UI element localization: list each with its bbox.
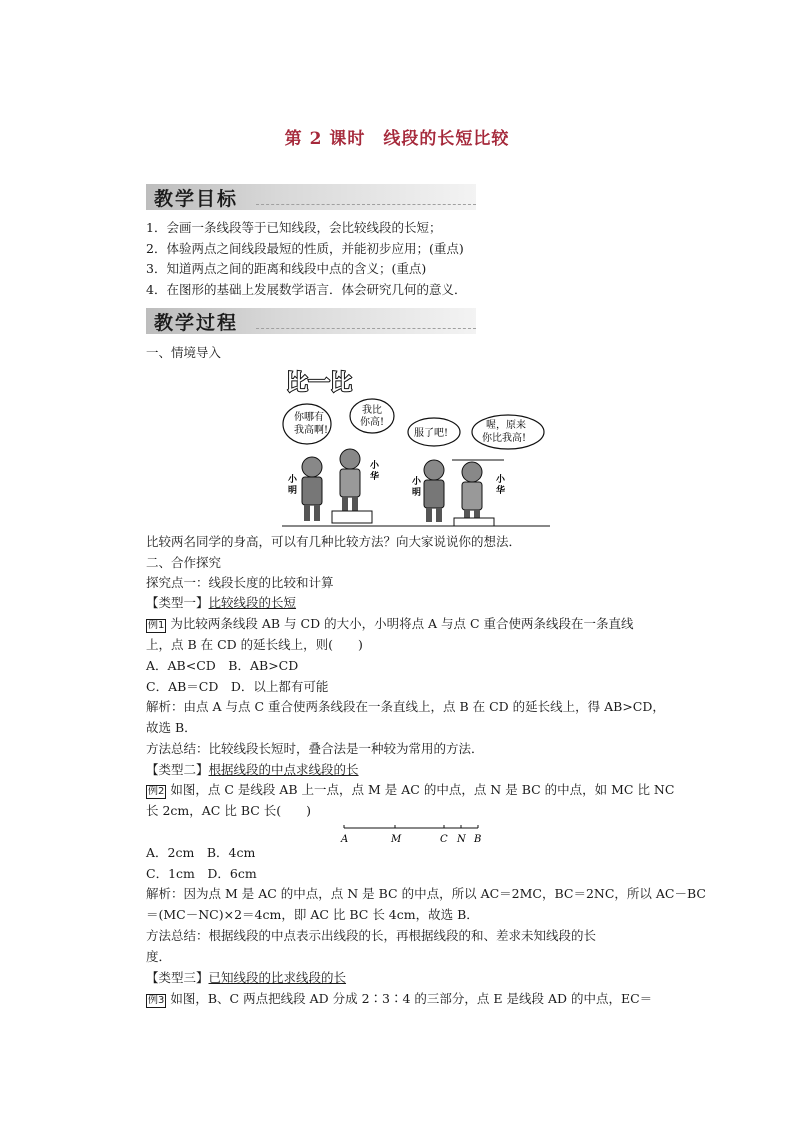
- kid-figure: [424, 460, 444, 522]
- section-heading: 教学过程: [154, 312, 239, 334]
- intro-heading: 一、情境导入: [146, 345, 222, 360]
- example-tag: 例3: [148, 995, 165, 1006]
- example-2: 例2 如图，点 C 是线段 AB 上一点，点 M 是 AC 的中点，点 N 是 BC 的中点，如 MC 比 NC: [148, 782, 675, 797]
- kid-name: 明: [412, 488, 422, 498]
- kid-name: 小: [412, 477, 422, 487]
- point-label: B: [474, 834, 482, 845]
- kid-name: 明: [288, 486, 298, 496]
- option-line: C．AB＝CD D．以上都有可能: [146, 679, 329, 694]
- type-heading: 【类型二】根据线段的中点求线段的长: [146, 762, 359, 777]
- speech-bubble-text: 我高啊!: [294, 425, 329, 436]
- option-line: A．2cm B．4cm: [146, 845, 256, 860]
- method-summary: 方法总结：比较线段长短时，叠合法是一种较为常用的方法．: [146, 741, 484, 756]
- section-heading: 教学目标: [154, 188, 239, 210]
- example-1: 例1 为比较两条线段 AB 与 CD 的大小，小明将点 A 与点 C 重合使两条线段在一条直线: [148, 616, 634, 631]
- kid-name: 华: [496, 486, 506, 496]
- type-heading: 【类型三】已知线段的比求线段的长: [146, 970, 347, 985]
- kid-name: 小: [370, 461, 380, 471]
- section-banner-process: [146, 308, 476, 334]
- objective-item: 4．在图形的基础上发展数学语言．体会研究几何的意义．: [146, 282, 467, 297]
- option-line: A．AB<CD B．AB>CD: [146, 658, 299, 673]
- explore-point: 探究点一：线段长度的比较和计算: [146, 575, 334, 590]
- kid-figure: [332, 449, 372, 523]
- part-heading: 二、合作探究: [146, 555, 222, 570]
- objective-item: 1．会画一条线段等于已知线段，会比较线段的长短；: [146, 220, 442, 235]
- analysis-text: 解析：由点 A 与点 C 重合使两条线段在一条直线上，点 B 在 CD 的延长线上，得 AB>CD，: [146, 699, 665, 714]
- kid-figure: [302, 457, 322, 521]
- point-label: A: [341, 834, 349, 845]
- speech-bubble-text: 你比我高!: [482, 433, 527, 444]
- example-tag: 例2: [148, 786, 165, 797]
- segment-diagram: [340, 822, 482, 846]
- question-text: 比较两名同学的身高，可以有几种比较方法？向大家说说你的想法．: [146, 534, 522, 549]
- method-summary: 方法总结：根据线段的中点表示出线段的长，再根据线段的和、差求未知线段的长: [146, 928, 597, 943]
- method-summary: 度．: [146, 949, 172, 964]
- kid-name: 小: [288, 475, 298, 485]
- point-label: M: [391, 834, 402, 845]
- objective-item: 3．知道两点之间的距离和线段中点的含义；(重点): [146, 261, 427, 276]
- analysis-text: 故选 B．: [146, 720, 197, 735]
- cartoon-illustration: [282, 364, 550, 528]
- section-banner-objectives: [146, 184, 476, 210]
- example-3: 例3 如图，B、C 两点把线段 AD 分成 2∶3∶4 的三部分，点 E 是线段 AD 的中点，EC＝: [148, 991, 653, 1006]
- option-line: C．1cm D．6cm: [146, 866, 257, 881]
- objective-item: 2．体验两点之间线段最短的性质，并能初步应用；(重点): [146, 241, 464, 256]
- speech-bubble-text: 服了吧!: [414, 428, 449, 439]
- example-tag: 例1: [148, 620, 165, 631]
- page-title: 第 2 课时 线段的长短比较: [284, 129, 510, 149]
- point-label: C: [440, 834, 448, 845]
- cartoon-title: 比一比: [286, 371, 353, 396]
- speech-bubble-text: 喔，原来: [486, 420, 526, 431]
- type-heading: 【类型一】比较线段的长短: [146, 595, 297, 610]
- example-2-cont: 长 2cm，AC 比 BC 长( ): [146, 803, 312, 818]
- speech-bubble-text: 你高!: [360, 417, 385, 428]
- analysis-text: 解析：因为点 M 是 AC 的中点，点 N 是 BC 的中点，所以 AC＝2MC，BC＝2NC，所以 AC－BC: [146, 886, 706, 901]
- speech-bubble-text: 我比: [362, 405, 382, 416]
- example-1-cont: 上，点 B 在 CD 的延长线上，则( ): [146, 637, 363, 652]
- analysis-text: ＝(MC－NC)×2＝4cm，即 AC 比 BC 长 4cm，故选 B．: [146, 907, 479, 922]
- kid-name: 华: [370, 472, 380, 482]
- point-label: N: [457, 834, 466, 845]
- kid-name: 小: [496, 475, 506, 485]
- speech-bubble-text: 你哪有: [294, 412, 324, 423]
